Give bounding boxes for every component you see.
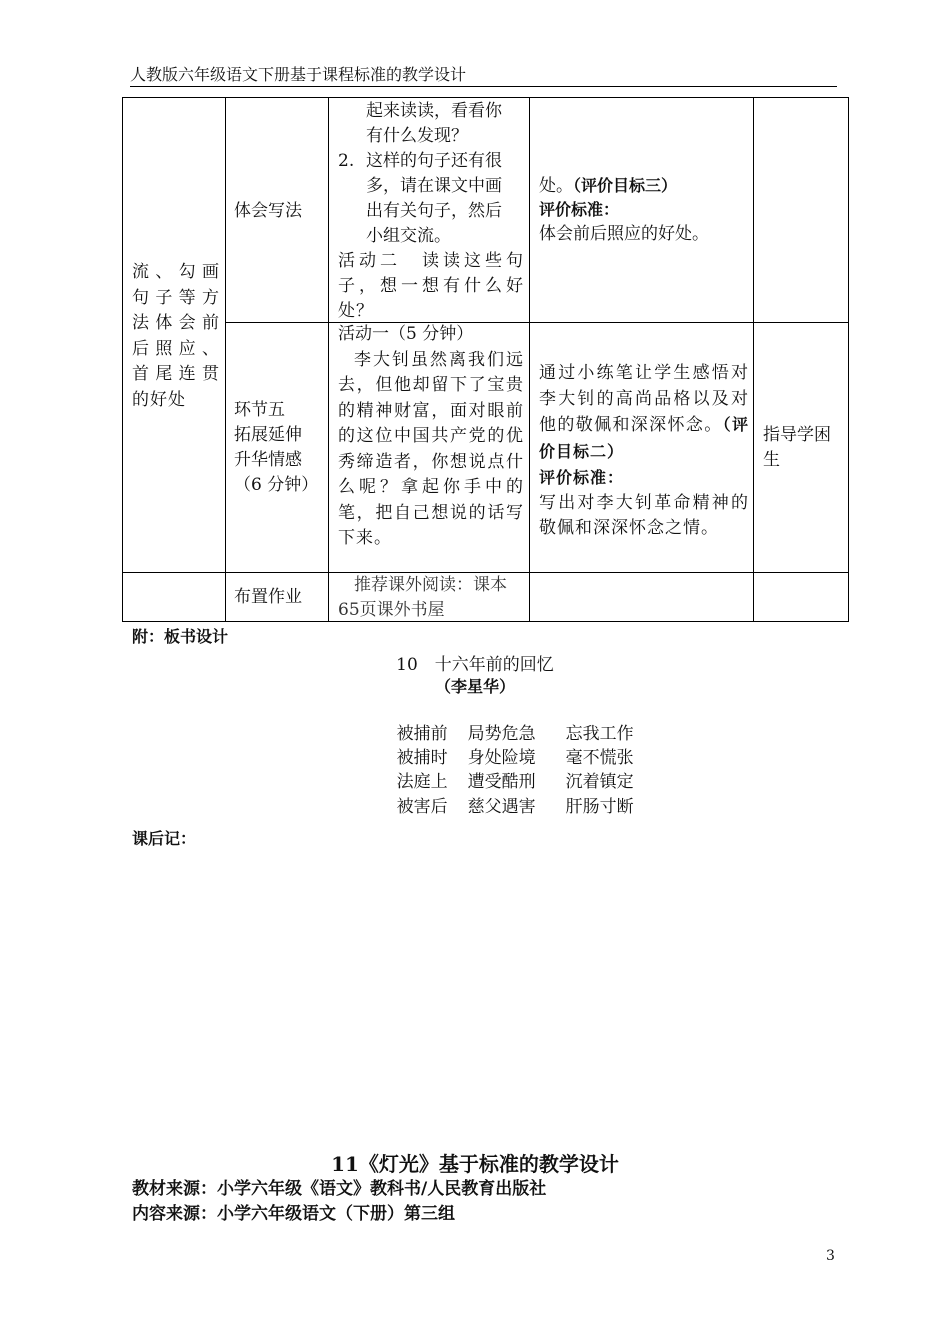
table-border-top (122, 97, 849, 98)
board-title: 10 十六年前的回忆 (396, 655, 554, 675)
phase-line: 拓展延伸 (234, 425, 302, 445)
afterword-label: 课后记： (132, 829, 197, 848)
source-content: 内容来源：小学六年级语文（下册）第三组 (132, 1204, 455, 1224)
board-reaction: 毫不慌张 (565, 748, 634, 768)
table-row-divider (225, 322, 849, 323)
board-situation: 局势危急 (467, 724, 536, 744)
table-col-divider (529, 97, 530, 622)
board-stage: 法庭上 (396, 772, 448, 792)
goal-text: 流、勾画句子等方法体会前后照应、首尾连贯的好处 (132, 262, 220, 410)
activity-line: 小组交流。 (366, 226, 451, 246)
guide-cell (763, 423, 843, 473)
table-col-divider (225, 97, 226, 622)
activity-item-2 (338, 149, 524, 249)
eval-standard: 体会前后照应的好处。 (539, 224, 709, 244)
activity-item-number: 2. (338, 151, 355, 171)
table-col-divider (753, 97, 754, 622)
phase-cell (234, 398, 324, 498)
evaluation-cell (539, 361, 749, 542)
phase-label: 布置作业 (234, 587, 302, 607)
phase-line: （6 分钟） (234, 475, 319, 495)
activity-line: 有什么发现？ (366, 126, 468, 146)
evaluation-cell (539, 174, 749, 246)
board-situation: 身处险境 (467, 748, 536, 768)
board-stage: 被捕时 (396, 748, 448, 768)
activity-line: 起来读读，看看你 (366, 101, 502, 121)
phase-cell (234, 585, 324, 610)
activity-cell (338, 573, 524, 623)
next-lesson-title: 11《灯光》基于标准的教学设计 (331, 1152, 619, 1176)
eval-standard-label: 评价标准： (539, 200, 620, 219)
board-situation: 遭受酷刑 (467, 772, 536, 792)
activity-cell (338, 99, 524, 324)
source-textbook: 教材来源：小学六年级《语文》教科书/人民教育出版社 (132, 1179, 547, 1199)
activity-heading: 活动一（5 分钟） (338, 324, 474, 344)
page-header (130, 64, 837, 87)
board-reaction: 沉着镇定 (565, 772, 634, 792)
eval-standard-label: 评价标准： (539, 468, 625, 487)
board-stage: 被捕前 (396, 724, 448, 744)
activity-two: 活动二 读读这些句子，想一想有什么好处？ (338, 251, 524, 321)
table-border-right (848, 97, 849, 622)
activity-body: 李大钊虽然离我们远去，但他却留下了宝贵的精神财富，面对眼前的这位中国共产党的优秀缔造者，你想说点什么呢？拿起你手中的笔，把自己想说的话写下来。 (338, 349, 524, 548)
phase-cell (234, 199, 324, 224)
activity-cell (338, 322, 524, 552)
board-author: （李星华） (434, 677, 515, 696)
activity-text: 推荐课外阅读：课本65页课外书屋 (338, 575, 507, 620)
activity-line: 出有关句子，然后 (366, 201, 502, 221)
eval-target: （评价目标三） (573, 176, 678, 195)
board-label: 附：板书设计 (132, 627, 229, 646)
activity-line: 多，请在课文中画 (366, 176, 502, 196)
header-title: 人教版六年级语文下册基于课程标准的教学设计 (130, 65, 467, 84)
table-col-divider (328, 97, 329, 622)
board-reaction: 忘我工作 (565, 724, 634, 744)
eval-target: （评价目标二） (539, 415, 749, 461)
activity-line: 这样的句子还有很 (366, 151, 502, 171)
goal-cell (132, 260, 220, 413)
guide-text: 指导学困生 (763, 425, 831, 470)
board-stage: 被害后 (396, 797, 448, 817)
page-number: 3 (826, 1248, 835, 1264)
phase-line: 环节五 (234, 400, 285, 420)
board-reaction: 肝肠寸断 (565, 797, 634, 817)
phase-label: 体会写法 (234, 201, 302, 221)
phase-line: 升华情感 (234, 450, 302, 470)
table-border-left (122, 97, 123, 622)
board-situation: 慈父遇害 (467, 797, 536, 817)
eval-standard: 写出对李大钊革命精神的敬佩和深深怀念之情。 (539, 492, 749, 538)
eval-text: 处。 (539, 176, 573, 196)
board-row (375, 772, 634, 837)
eval-text: 通过小练笔让学生感悟对李大钊的高尚品格以及对他的敬佩和深深怀念。 (539, 363, 749, 435)
